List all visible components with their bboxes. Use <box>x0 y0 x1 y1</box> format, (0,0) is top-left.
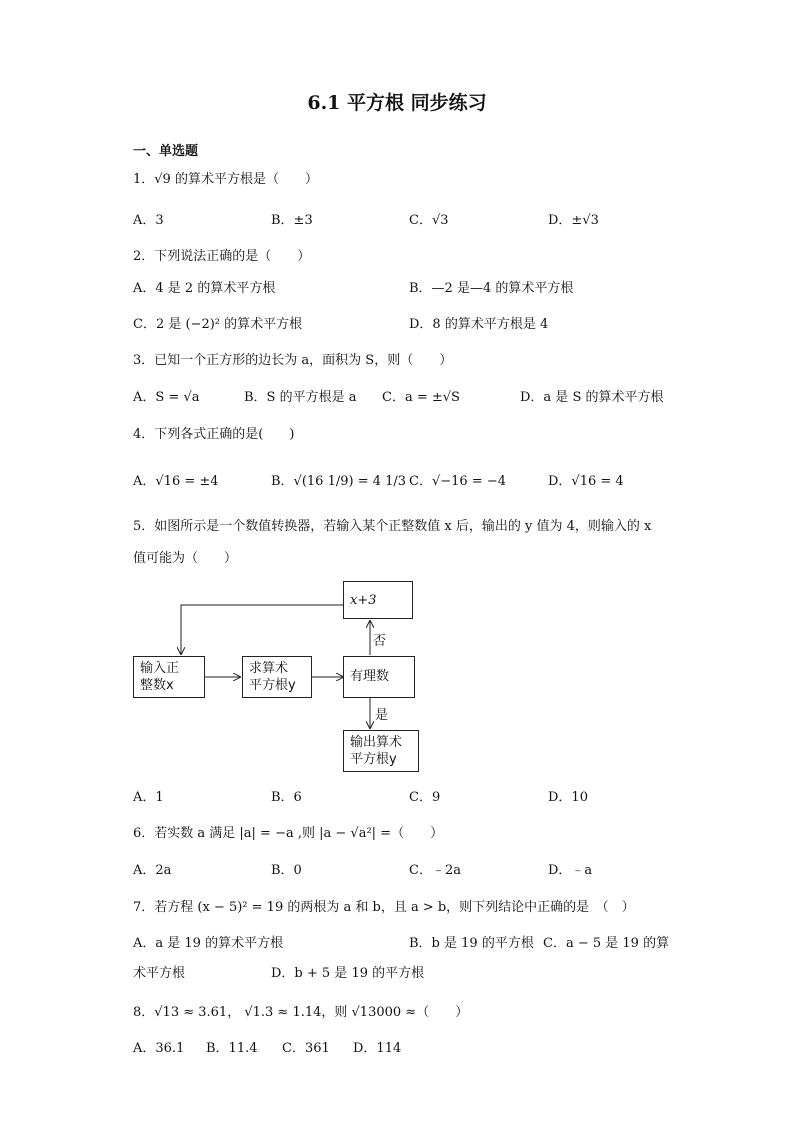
q1-option-b: B．±3 <box>271 213 313 228</box>
q2-option-c: C．2 是 (−2)² 的算术平方根 <box>133 317 303 332</box>
section-heading: 一、单选题 <box>133 144 199 159</box>
flow-sqrt-line1: 求算术 <box>249 661 289 676</box>
q8-option-c: C．361 <box>282 1041 330 1056</box>
flow-input-line1: 输入正 <box>140 661 180 676</box>
flow-input-line2: 整数x <box>140 678 174 693</box>
q8-option-b: B．11.4 <box>206 1041 258 1056</box>
flow-rational-label: 有理数 <box>350 669 390 684</box>
q3-option-d: D．a 是 S 的算术平方根 <box>520 390 664 405</box>
q2-option-a: A．4 是 2 的算术平方根 <box>133 281 276 296</box>
flow-add-box <box>343 581 413 619</box>
flow-output-line2: 平方根y <box>350 752 397 767</box>
q3-option-a: A．S = √a <box>133 390 200 405</box>
q5-option-b: B．6 <box>271 790 302 805</box>
q7-option-b: B．b 是 19 的平方根 <box>409 936 534 951</box>
flow-yes-label: 是 <box>375 708 389 723</box>
question-6-stem: 6．若实数 a 满足 |a| = −a ,则 |a − √a²| =（ ） <box>133 826 444 841</box>
flow-sqrt-line2: 平方根y <box>249 678 296 693</box>
flow-add-label: x+3 <box>350 593 377 608</box>
q4-option-a: A．√16 = ±4 <box>133 474 219 489</box>
question-5-stem-line1: 5．如图所示是一个数值转换器，若输入某个正整数值 x 后，输出的 y 值为 4，则输入的 x <box>133 519 652 534</box>
question-3-stem: 3．已知一个正方形的边长为 a，面积为 S，则（ ） <box>133 353 453 368</box>
question-4-stem: 4．下列各式正确的是( ) <box>133 427 295 442</box>
q7-option-c-line2: 术平方根 <box>133 966 186 981</box>
q3-option-c: C．a = ±√S <box>382 390 460 405</box>
q5-option-c: C．9 <box>409 790 441 805</box>
q1-option-d: D．±√3 <box>548 213 599 228</box>
question-1-stem: 1．√9 的算术平方根是（ ） <box>133 172 318 187</box>
question-5-stem-line2: 值可能为（ ） <box>133 551 238 566</box>
q6-option-b: B．0 <box>271 863 302 878</box>
question-8-stem: 8．√13 ≈ 3.61， √1.3 ≈ 1.14，则 √13000 ≈（ ） <box>133 1005 469 1020</box>
q7-option-c-line1: C．a − 5 是 19 的算 <box>543 936 670 951</box>
q6-option-a: A．2a <box>133 863 172 878</box>
q4-option-b: B．√(16 1/9) = 4 1/3 <box>271 474 407 489</box>
q8-option-a: A．36.1 <box>133 1041 185 1056</box>
flow-rational-box <box>343 656 415 698</box>
flow-input-box <box>133 656 205 698</box>
q5-option-a: A．1 <box>133 790 164 805</box>
page-title: 6.1 平方根 同步练习 <box>307 92 487 114</box>
q7-option-a: A．a 是 19 的算术平方根 <box>133 936 284 951</box>
flow-output-line1: 输出算术 <box>350 735 403 750</box>
flow-output-box <box>343 730 419 772</box>
q3-option-b: B．S 的平方根是 a <box>244 390 357 405</box>
question-7-stem: 7．若方程 (x − 5)² = 19 的两根为 a 和 b，且 a > b，则下列结论中正确的是 （ ） <box>133 900 635 915</box>
q8-option-d: D．114 <box>353 1041 402 1056</box>
q4-option-c: C．√−16 = −4 <box>409 474 506 489</box>
loop-back-line <box>181 605 343 654</box>
q2-option-b: B．—2 是—4 的算术平方根 <box>409 281 574 296</box>
q6-option-d: D．﹣a <box>548 863 593 878</box>
flow-no-label: 否 <box>373 634 387 649</box>
q1-option-c: C．√3 <box>409 213 449 228</box>
flow-sqrt-box <box>242 656 312 698</box>
q4-option-d: D．√16 = 4 <box>548 474 624 489</box>
q5-option-d: D．10 <box>548 790 588 805</box>
question-2-stem: 2．下列说法正确的是（ ） <box>133 249 311 264</box>
q1-option-a: A．3 <box>133 213 164 228</box>
q2-option-d: D．8 的算术平方根是 4 <box>409 317 549 332</box>
q7-option-d: D．b + 5 是 19 的平方根 <box>271 966 425 981</box>
q6-option-c: C．﹣2a <box>409 863 461 878</box>
